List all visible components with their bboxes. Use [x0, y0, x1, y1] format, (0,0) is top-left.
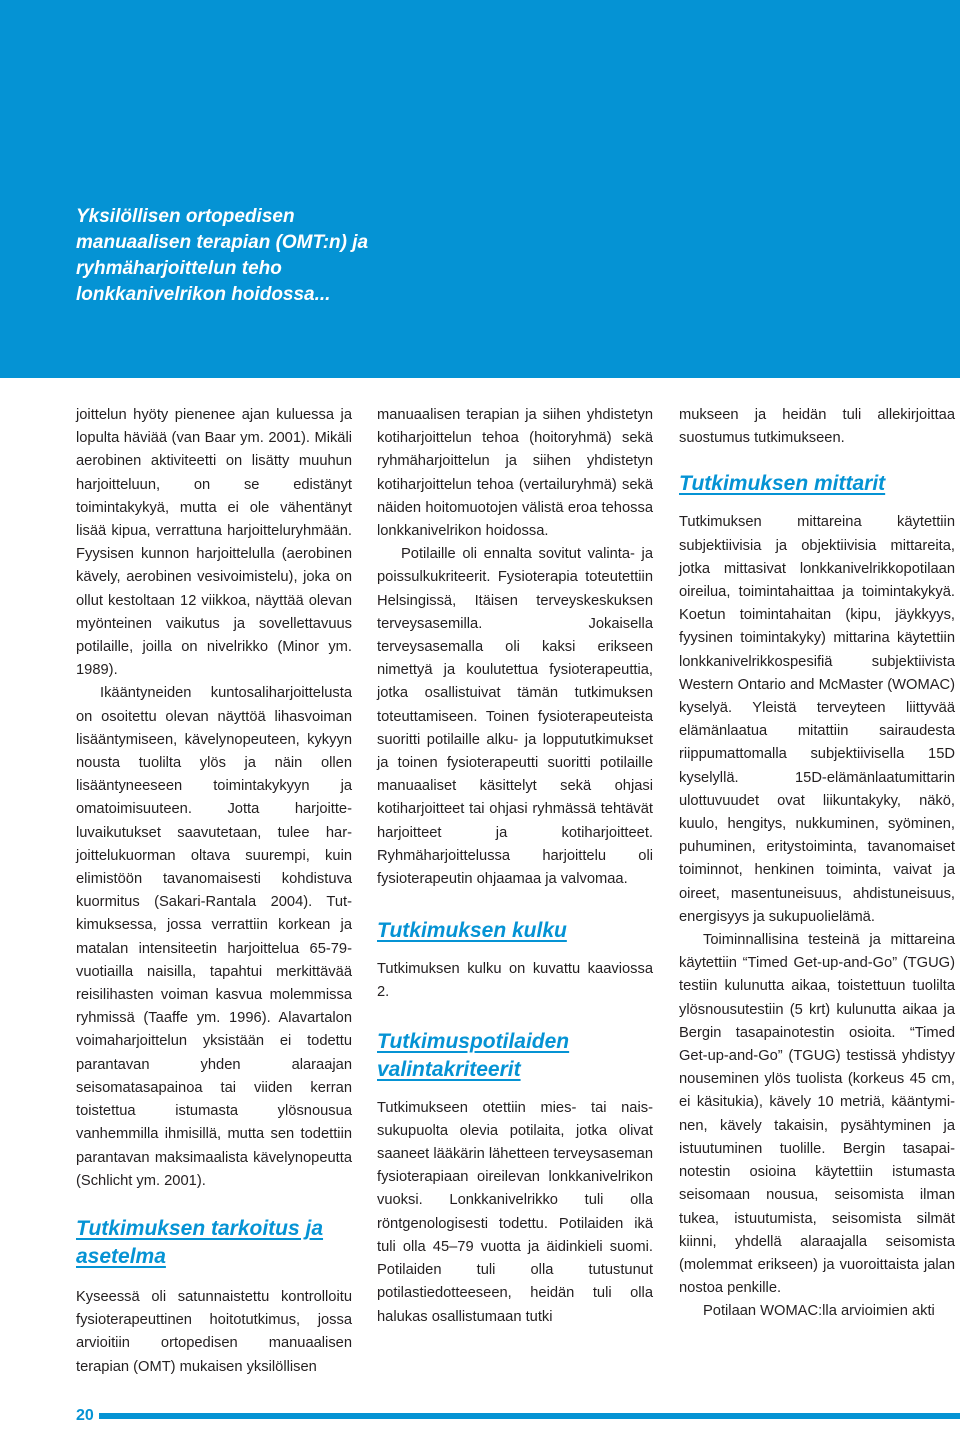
paragraph: Toiminnallisina testeinä ja mittareina käytettiin “Timed Get-up-and-Go” (TGUG) testiin kulunutta aikaa, toistettuun tuolilta ylösnousutestiin (5 krt) kulunutta aikaa ja Bergin tasapainotestin osioita. “Timed Get-up-and-Go” (TGUG) testissä yhdistyy nouseminen ylös tuolista (korkeus 45 cm, ei käsitukia), kävely 10 metriä, kääntyminen, kävely takaisin, pysähtyminen ja istuutuminen tuolille. Bergin tasapainotestin osioina käytettiin istumasta seisomaan nousua, seisomista ilman tukea, istuutumista, seisomista silmät kiinni, yhdellä alaraajalla seisomista (molemmat erikseen) ja vuoroittaista jalan nostoa penkille. [679, 932, 955, 1297]
paragraph: Tutkimuksen kulku on kuvattu kaaviossa 2. [377, 961, 653, 1001]
article-title: Yksilöllisen ortopedisen manuaalisen terapian (OMT:n) ja ryhmäharjoittelun teho lonkkanivelrikon hoidossa... [76, 206, 369, 305]
paragraph: Kyseessä oli satunnaistettu kontrolloitu fysioterapeuttinen hoitotutkimus, jossa arvioitiin ortopedisen manuaalisen terapian (OMT) mukaisen yksilöllisen [76, 1288, 352, 1375]
section-heading-measures: Tutkimuksen mittarit [679, 472, 886, 496]
paragraph: mukseen ja heidän tuli allekirjoittaa suostumus tutkimukseen. [679, 407, 955, 447]
page-number: 20 [76, 1407, 94, 1424]
paragraph: Potilaan WOMAC:lla arvioimien akti [703, 1303, 935, 1320]
header-banner [0, 0, 960, 378]
paragraph: Potilaille oli ennalta sovitut valinta- ja poissulkukriteerit. Fysioterapia toteutettiin Helsingissä, Itäisen terveyskeskuksen terveysasemilla. Jokaisella terveysasemalla oli kaksi erikseen nimettyä ja koulutettua fysioterapeuttia, jotka osallistuivat tämän tutkimuksen toteuttamiseen. Toinen fysioterapeuteista suoritti potilaille alku- ja loppututkimukset ja toinen fysioterapeutti suoritti potilaille manuaaliset käsittelyt sekä ohjasi kotiharjoitteet tai ohjasi ryhmässä tehtävät harjoitteet ja kotiharjoitteet. Ryhmäharjoittelussa harjoittelu oli fysioterapeutin ohjaamaa ja valvomaa. [377, 546, 653, 888]
section-heading-purpose: Tutkimuksen tarkoitus ja asetelma [76, 1216, 324, 1268]
paragraph: joittelun hyöty pienenee ajan kuluessa ja lopulta häviää (van Baar ym. 2001). Mikäli aerobinen aktiviteetti on lisätty muuhun harjoitteluun, on se edistänyt toimintakykyä, mutta ei ole vähentänyt lisää kipua, verrattuna harjoitteluryhmään. Fyysisen kunnon harjoittelulla (aerobinen kävely, aerobinen vesivoimistelu), joka on ollut kestoltaan 12 viikkoa, näyttää olevan myönteinen vaikutus ja sovellettavuus potilaille, joilla on nivelrikko (Minor ym. 1989). [76, 407, 352, 679]
footer-rule [99, 1413, 960, 1419]
paragraph: manuaalisen terapian ja siihen yhdistetyn kotiharjoittelun tehoa (hoitoryhmä) sekä ryhmäharjoittelun ja siihen yhdistetyn kotiharjoittelun tehoa (vertailuryhmä) sekä näiden hoitomuotojen välistä eroa tehossa lonkkanivelrikon hoidossa. [377, 407, 653, 540]
paragraph: Tutkimukseen otettiin mies- tai naissukupuolta olevia potilaita, jotka olivat saaneet lääkärin lähetteen terveysaseman fysioterapiaan oireilevan lonkkanivelrikon vuoksi. Lonkkanivelrikko tuli olla röntgenologisesti todettu. Potilaiden ikä tuli olla 45–79 vuotta ja äidinkieli suomi. Potilaiden tuli olla tutustunut potilastiedotteeseen, heidän tuli olla halukas osallistumaan tutki [377, 1099, 653, 1325]
paragraph: Tutkimuksen mittareina käytettiin subjektiivisia ja objektiivisia mittareita, jotka mittasivat lonkkanivelrikkopotilaan oireilua, toimintahaittaa ja toimintakykyä. Koetun toimintahaitan (kipu, jäykkyys, fyysinen toimintakyky) mittarina käytettiin lonkkanivelrikkospesifiä subjektiivista Western Ontario and McMaster (WOMAC) kyselyä. Yleistä terveyteen liittyvää elämänlaatua mitattiin sairaudesta riippumattomalla subjektiivisella 15D kyselyllä. 15D-elämänlaatumittarin ulottuvuudet ovat liikuntakyky, näkö, kuulo, hengitys, nukkuminen, syöminen, puhuminen, eritystoiminta, tavanomaiset toiminnot, henkinen toiminta, vaivat ja oireet, masentuneisuus, ahdistuneisuus, energisyys ja sukupuolielämä. [679, 514, 955, 925]
paragraph: Ikääntyneiden kuntosaliharjoittelusta on osoitettu olevan näyttöä lihasvoiman lisääntymiseen, kävelynopeuteen, kykyyn nousta tuolilta ylös ja näin ollen lisääntyneeseen toimintakykyyn ja omatoimisuuteen. Jotta harjoitteluvaikutukset saavutetaan, tulee harjoittelukuorman oltava suurempi, kuin elimistöön tavanomaisesti kohdistuva kuormitus (Sakari-Rantala 2004). Tutkimuksessa, jossa verrattiin korkean ja matalan intensiteetin harjoittelua 65-79-vuotiailla naisilla, tapahtui merkittävää reisilihasten voiman kasvua molemmissa ryhmissä (Taaffe ym. 1996). Alavartalon voimaharjoittelun yksistään ei todettu parantavan yhden alaraajan seisomatasapainoa tai viiden kerran toistettua istumasta ylösnousua vanhemmilla ihmisillä, mutta sen todettiin parantavan maksimaalista kävelynopeutta (Schlicht ym. 2001). [76, 685, 352, 1189]
text-column-3 [679, 404, 955, 1324]
section-heading-procedure: Tutkimuksen kulku [377, 919, 567, 943]
section-heading-criteria: Tutkimuspotilaiden valintakriteerit [377, 1029, 570, 1081]
text-column-2 [377, 404, 653, 1329]
text-column-1 [76, 404, 352, 1379]
